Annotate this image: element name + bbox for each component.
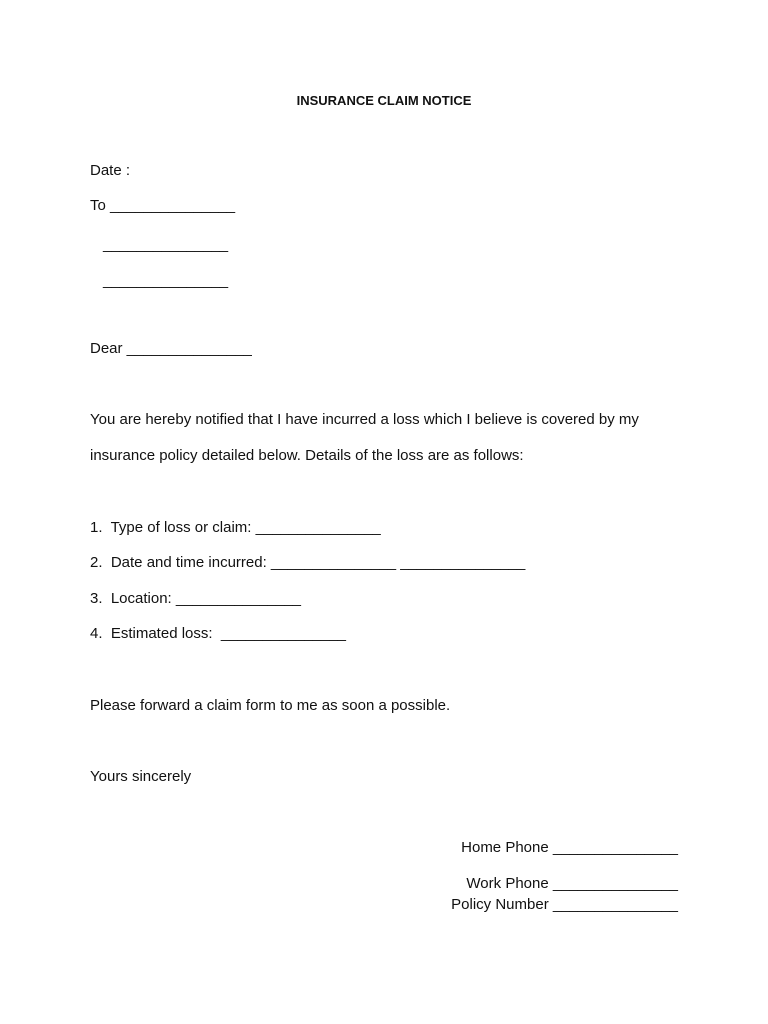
home-phone-line: Home Phone _______________ — [461, 839, 678, 856]
to-line: To _______________ — [90, 197, 236, 214]
list-item-date-time: 2. Date and time incurred: _______________ _______________ — [90, 554, 526, 571]
list-item-estimated-loss: 4. Estimated loss: _______________ — [90, 625, 347, 642]
date-label: Date : — [90, 162, 131, 179]
policy-number-line: Policy Number _______________ — [451, 896, 678, 913]
body-line-1: You are hereby notified that I have incurred a loss which I believe is covered by my — [90, 411, 639, 428]
body-line-2: insurance policy detailed below. Details of the loss are as follows: — [90, 447, 524, 464]
salutation-line: Dear _______________ — [90, 340, 252, 357]
list-item-location: 3. Location: _______________ — [90, 590, 302, 607]
closing-line: Yours sincerely — [90, 768, 192, 785]
work-phone-line: Work Phone _______________ — [466, 875, 678, 892]
address-line-2: _______________ — [103, 236, 229, 253]
document-title: INSURANCE CLAIM NOTICE — [296, 93, 472, 108]
address-line-3: _______________ — [103, 272, 229, 289]
list-item-type-of-loss: 1. Type of loss or claim: _______________ — [90, 519, 381, 536]
request-line: Please forward a claim form to me as soon a possible. — [90, 697, 451, 714]
